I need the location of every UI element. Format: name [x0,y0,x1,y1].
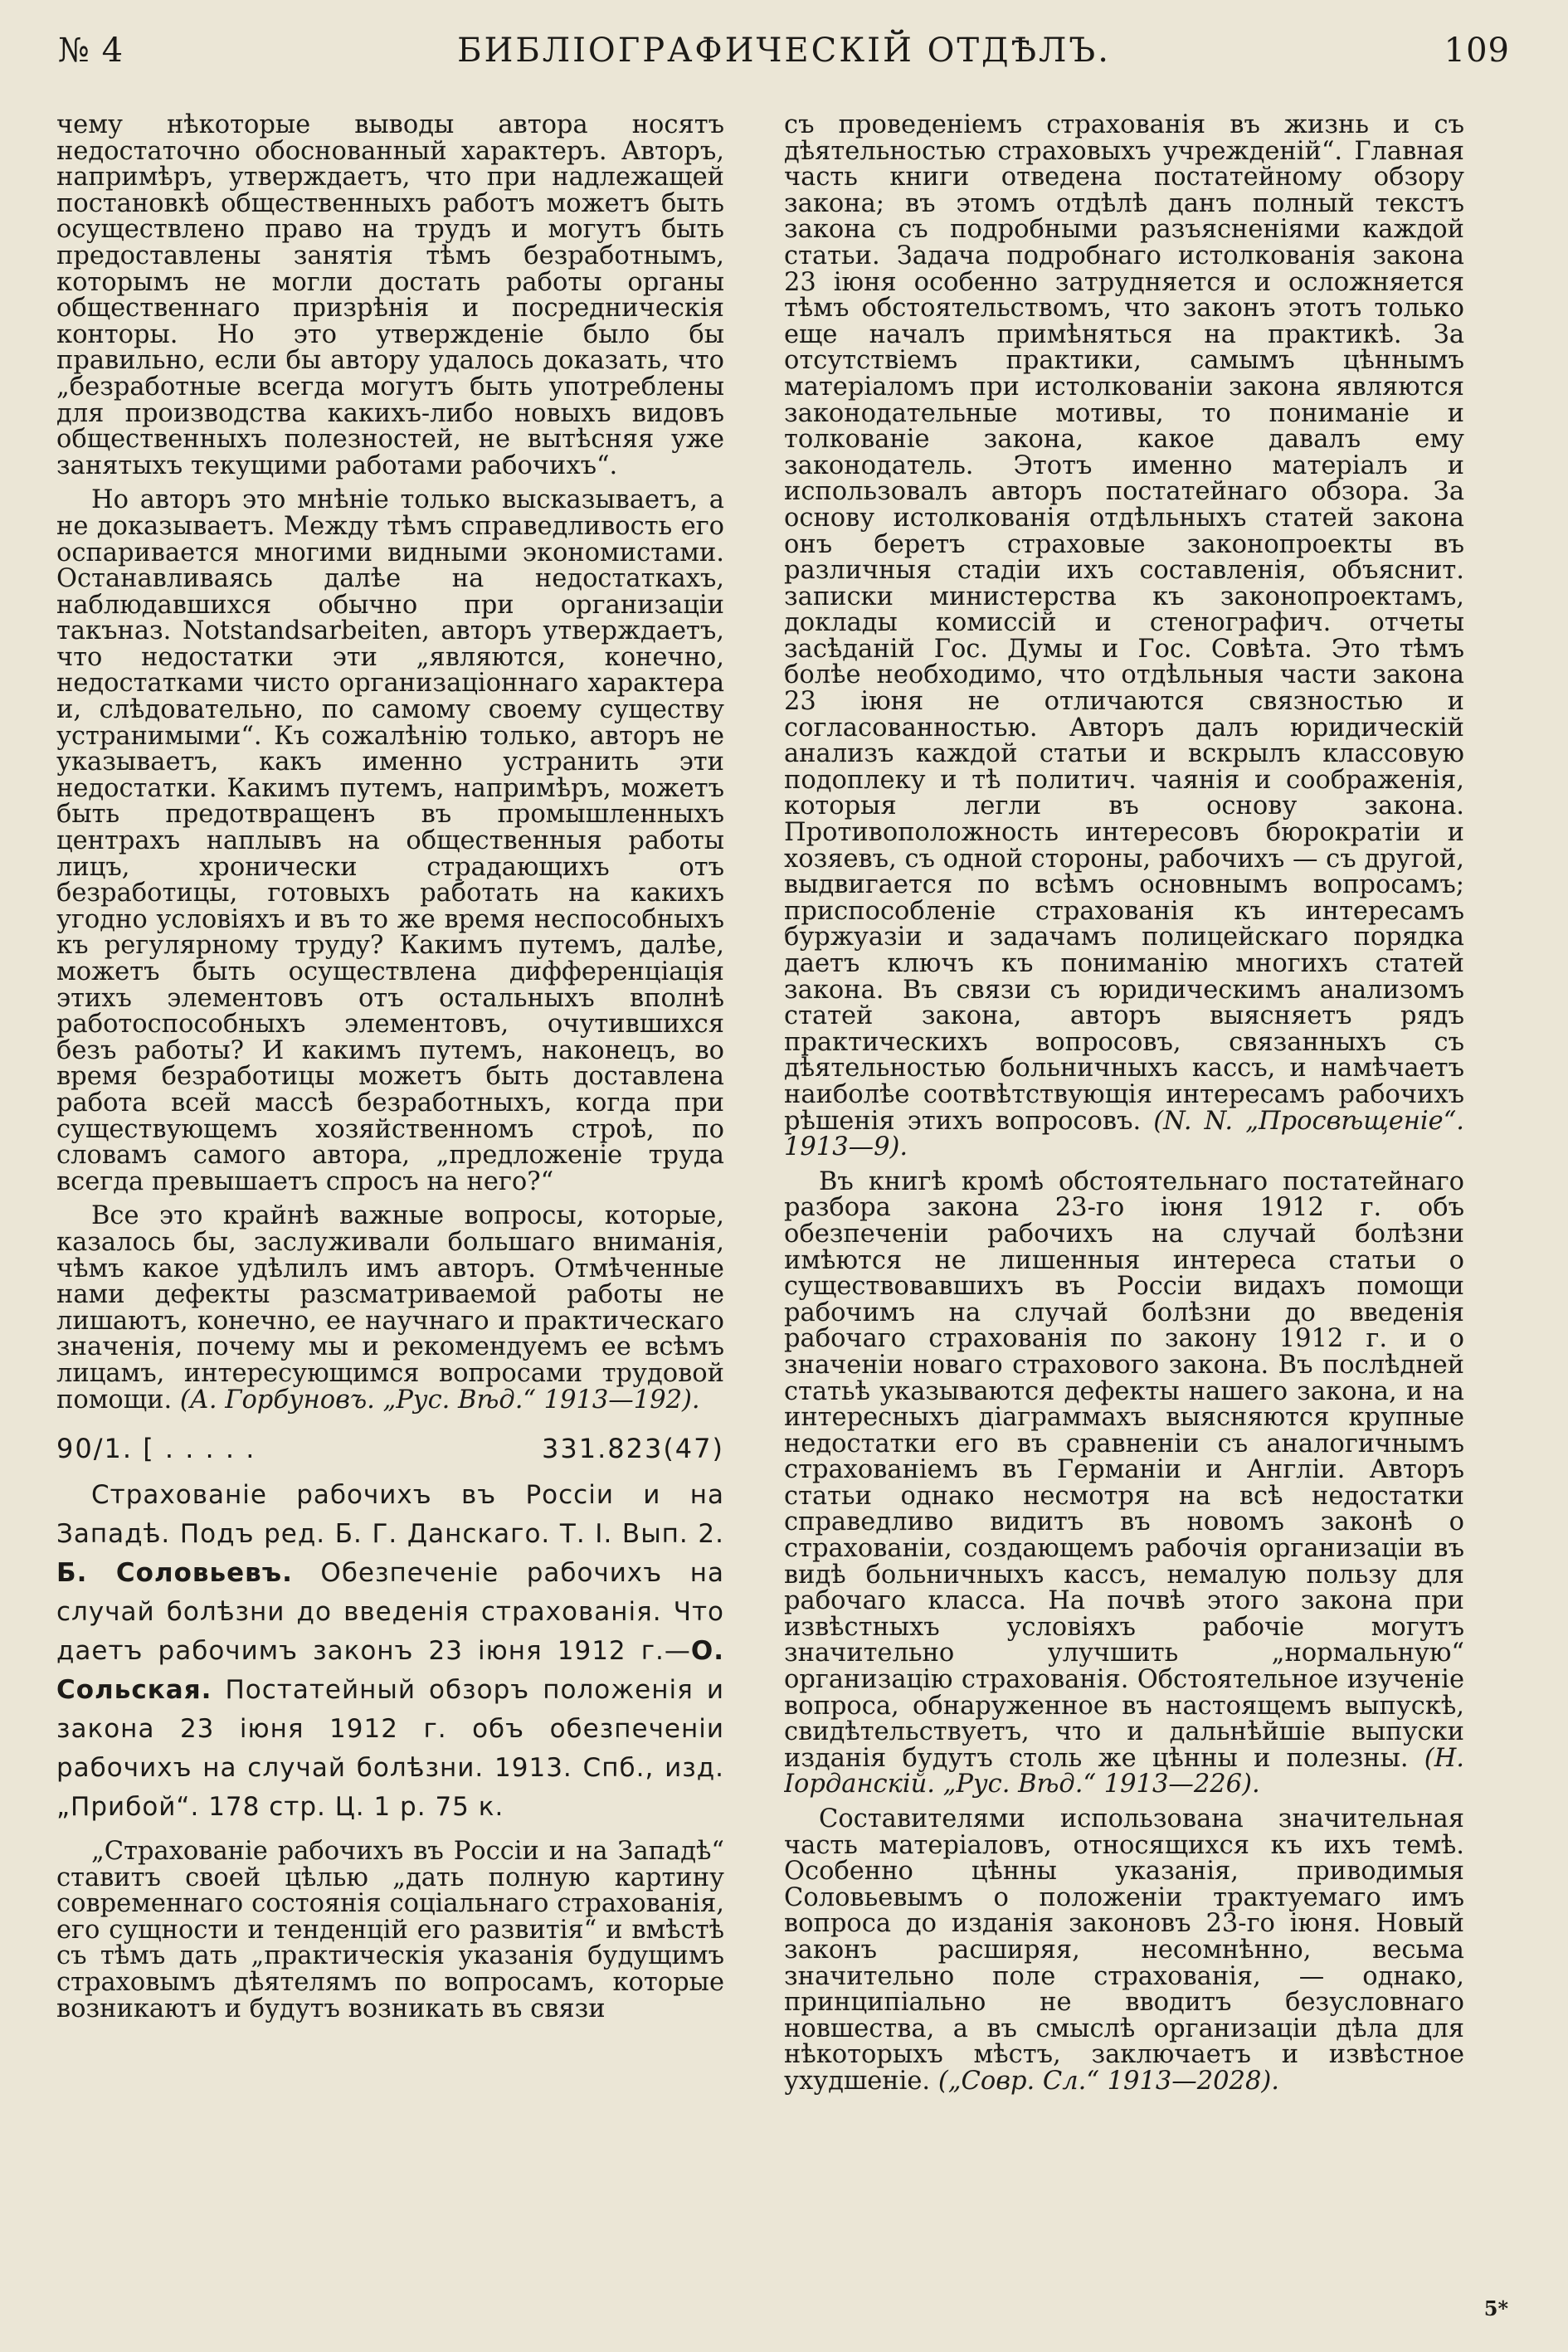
paragraph-text: Составителями использована значительная часть матеріаловъ, относящихся къ ихъ темѣ. Особенно цѣнны указанія, приводимыя Соловьевымъ о положеніи трактуемаго имъ вопроса до изданія законовъ 23-го іюня. Новый законъ расширяя, несомнѣнно, весьма значительно поле страхованія, — однако, принципіально не вводитъ безусловнаго новшества, а въ смыслѣ организаціи дѣла для нѣкоторыхъ мѣстъ, заключаетъ и извѣстное ухудшеніе. [784,1804,1464,2096]
signature-mark: 5* [1483,2296,1508,2320]
paragraph [784,112,1464,1161]
entry-number: 90/1. [ . . . . . [56,1433,256,1465]
issue-number: № 4 [58,32,124,70]
biblio-text: Обезпеченіе рабочихъ на случай болѣзни до введенія страхованія. Что даетъ рабочимъ законъ 23 іюня 1912 г.— [56,1558,724,1667]
paragraph [56,1203,724,1413]
citation: (А. Горбуновъ. „Рус. Вѣд.“ 1913—192). [179,1385,700,1415]
paragraph-text: Все это крайнѣ важные вопросы, которые, казалось бы, заслуживали большаго вниманія, чѣмъ какое удѣлилъ имъ авторъ. Отмѣченные нами дефекты разсматриваемой работы не лишаютъ, конечно, ее научнаго и практическаго значенія, почему мы и рекомендуемъ ее всѣмъ лицамъ, интересующимся вопросами трудовой помощи. [56,1201,724,1415]
classification-code: 331.823(47) [541,1433,724,1465]
left-column [56,112,724,2302]
paragraph-text: съ проведеніемъ страхованія въ жизнь и съ дѣятельностью страховыхъ учрежденій“. Главная часть книги отведена постатейному обзору закона; въ этомъ отдѣлѣ данъ полный текстъ закона съ подробными разъясненіями каждой статьи. Задача подробнаго истолкованія закона 23 іюня особенно затрудняется и осложняется тѣмъ обстоятельствомъ, что законъ этотъ только еще началъ примѣняться на практикѣ. За отсутствіемъ практики, самымъ цѣннымъ матеріаломъ при истолкованіи закона являются законодательные мотивы, то пониманіе и толкованіе закона, какое давалъ ему законодатель. Этотъ именно матеріалъ и использовалъ авторъ постатейнаго обзора. За основу истолкованія отдѣльныхъ статей закона онъ беретъ страховые законопроекты въ различныя стадіи ихъ составленія, объяснит. записки министерства къ законопроектамъ, доклады комиссій и стенографич. отчеты засѣданій Гос. Думы и Гос. Совѣта. Это тѣмъ болѣе необходимо, что отдѣльныя части закона 23 іюня не отличаются связностью и согласованностью. Авторъ далъ юридическій анализъ каждой статьи и вскрылъ классовую подоплеку и тѣ политич. чаянія и соображенія, которыя легли въ основу закона. Противоположность интересовъ бюрократіи и хозяевъ, съ одной стороны, рабочихъ — съ другой, выдвигается по всѣмъ основнымъ вопросамъ; приспособленіе страхованія къ интересамъ буржуазіи и задачамъ полицейскаго порядка даетъ ключъ къ пониманію многихъ статей закона. Въ связи съ юридическимъ анализомъ статей закона, авторъ выясняетъ рядъ практическихъ вопросовъ, связанныхъ съ дѣятельностью больничныхъ кассъ, и намѣчаетъ наиболѣе соотвѣтствующія интересамъ рабочихъ рѣшенія этихъ вопросовъ. [784,112,1464,1136]
page-number: 109 [1444,32,1510,70]
bibliography-entry [56,1476,724,1827]
paragraph [784,1166,1464,1799]
right-column [784,112,1464,2302]
biblio-text: Страхованіе рабочихъ въ Россіи и на Западѣ. Подъ ред. Б. Г. Данскаго. Т. I. Вып. 2. [56,1480,724,1550]
citation: (Н. Іорданскій. „Рус. Вѣд.“ 1913—226). [784,1743,1464,1799]
paragraph: Но авторъ это мнѣніе только высказываетъ, а не доказываетъ. Между тѣмъ справедливость его оспаривается многими видными экономистами. Останавливаясь далѣе на недостаткахъ, наблюдавшихся обычно при организаціи такъназ. Notstandsarbeiten, авторъ утверждаетъ, что недостатки эти „являются, конечно, недостатками чисто организаціоннаго характера и, слѣдовательно, по самому своему существу устранимыми“. Къ сожалѣнію только, авторъ не указываетъ, какъ именно устранить эти недостатки. Какимъ путемъ, напримѣръ, можетъ быть предотвращенъ въ промышленныхъ центрахъ наплывъ на общественныя работы лицъ, хронически страдающихъ отъ безработицы, готовыхъ работать на какихъ угодно условіяхъ и въ то же время неспособныхъ къ регулярному труду? Какимъ путемъ, далѣе, можетъ быть осуществлена дифференціація этихъ элементовъ отъ остальныхъ вполнѣ работоспособныхъ элементовъ, очутившихся безъ работы? И какимъ путемъ, наконецъ, во время безработицы можетъ быть доставлена работа всей массѣ безработныхъ, когда при существующемъ хозяйственномъ строѣ, по словамъ самого автора, „предложеніе труда всегда превышаетъ спросъ на него?“ [56,485,724,1196]
paragraph-text: Въ книгѣ кромѣ обстоятельнаго постатейнаго разбора закона 23-го іюня 1912 г. объ обезпеченіи рабочихъ на случай болѣзни имѣются не лишенныя интереса статьи о существовавшихъ въ Россіи видахъ помощи рабочимъ на случай болѣзни до введенія рабочаго страхованія по закону 1912 г. и о значеніи новаго страхового закона. Въ послѣдней статьѣ указываются дефекты нашего закона, и на интересныхъ діаграммахъ выясняются крупные недостатки его въ сравненіи съ аналогичнымъ страхованіемъ въ Германіи и Англіи. Авторъ статьи однако несмотря на всѣ недостатки справедливо видитъ въ новомъ законѣ о страхованіи, создающемъ рабочія организаціи въ видѣ больничныхъ кассъ, немалую пользу для рабочаго класса. На почвѣ этого закона при извѣстныхъ условіяхъ рабочіе могутъ значительно улучшить „нормальную“ организацію страхованія. Обстоятельное изученіе вопроса, обнаруженное въ настоящемъ выпускѣ, свидѣтельствуетъ, что и дальнѣйшіе выпуски изданія будутъ столь же цѣнны и полезны. [784,1166,1464,1773]
paragraph [784,1806,1464,2095]
bibliography-entry-header [56,1428,724,1469]
biblio-text: Постатейный обзоръ положенія и закона 23 іюня 1912 г. объ обезпеченіи рабочихъ на случай болѣзни. 1913. Спб., изд. „Прибой“. 178 стр. Ц. 1 р. 75 к. [56,1675,724,1823]
section-title: БИБЛІОГРАФИЧЕСКІЙ ОТДѢЛЪ. [457,32,1111,70]
paragraph: чему нѣкоторые выводы автора носятъ недостаточно обоснованный характеръ. Авторъ, напримѣръ, утверждаетъ, что при надлежащей постановкѣ общественныхъ работъ можетъ быть осуществлено право на трудъ и могутъ быть предоставлены занятія тѣмъ безработнымъ, которымъ не могли достать работы органы общественнаго призрѣнія и посредническія конторы. Но это утвержденіе было бы правильно, если бы автору удалось доказать, что „безработные всегда могутъ быть употреблены для производства какихъ-либо новыхъ видовъ общественныхъ полезностей, не вытѣсняя уже занятыхъ текущими работами рабочихъ“. [56,112,724,480]
author-name: О. Сольская. [56,1636,724,1706]
author-name: Б. Соловьевъ. [56,1558,293,1589]
paragraph: „Страхованіе рабочихъ въ Россіи и на Западѣ“ ставитъ своей цѣлью „дать полную картину современнаго состоянія соціальнаго страхованія, его сущности и тенденцій его развитія“ и вмѣстѣ съ тѣмъ дать „практическія указанія будущимъ страховымъ дѣятелямъ по вопросамъ, которые возникаютъ и будутъ возникать въ связи [56,1837,724,2023]
citation: (N. N. „Просвѣщеніе“. 1913—9). [784,1106,1464,1162]
page-header [58,32,1510,81]
citation: („Совр. Сл.“ 1913—2028). [937,2066,1279,2096]
